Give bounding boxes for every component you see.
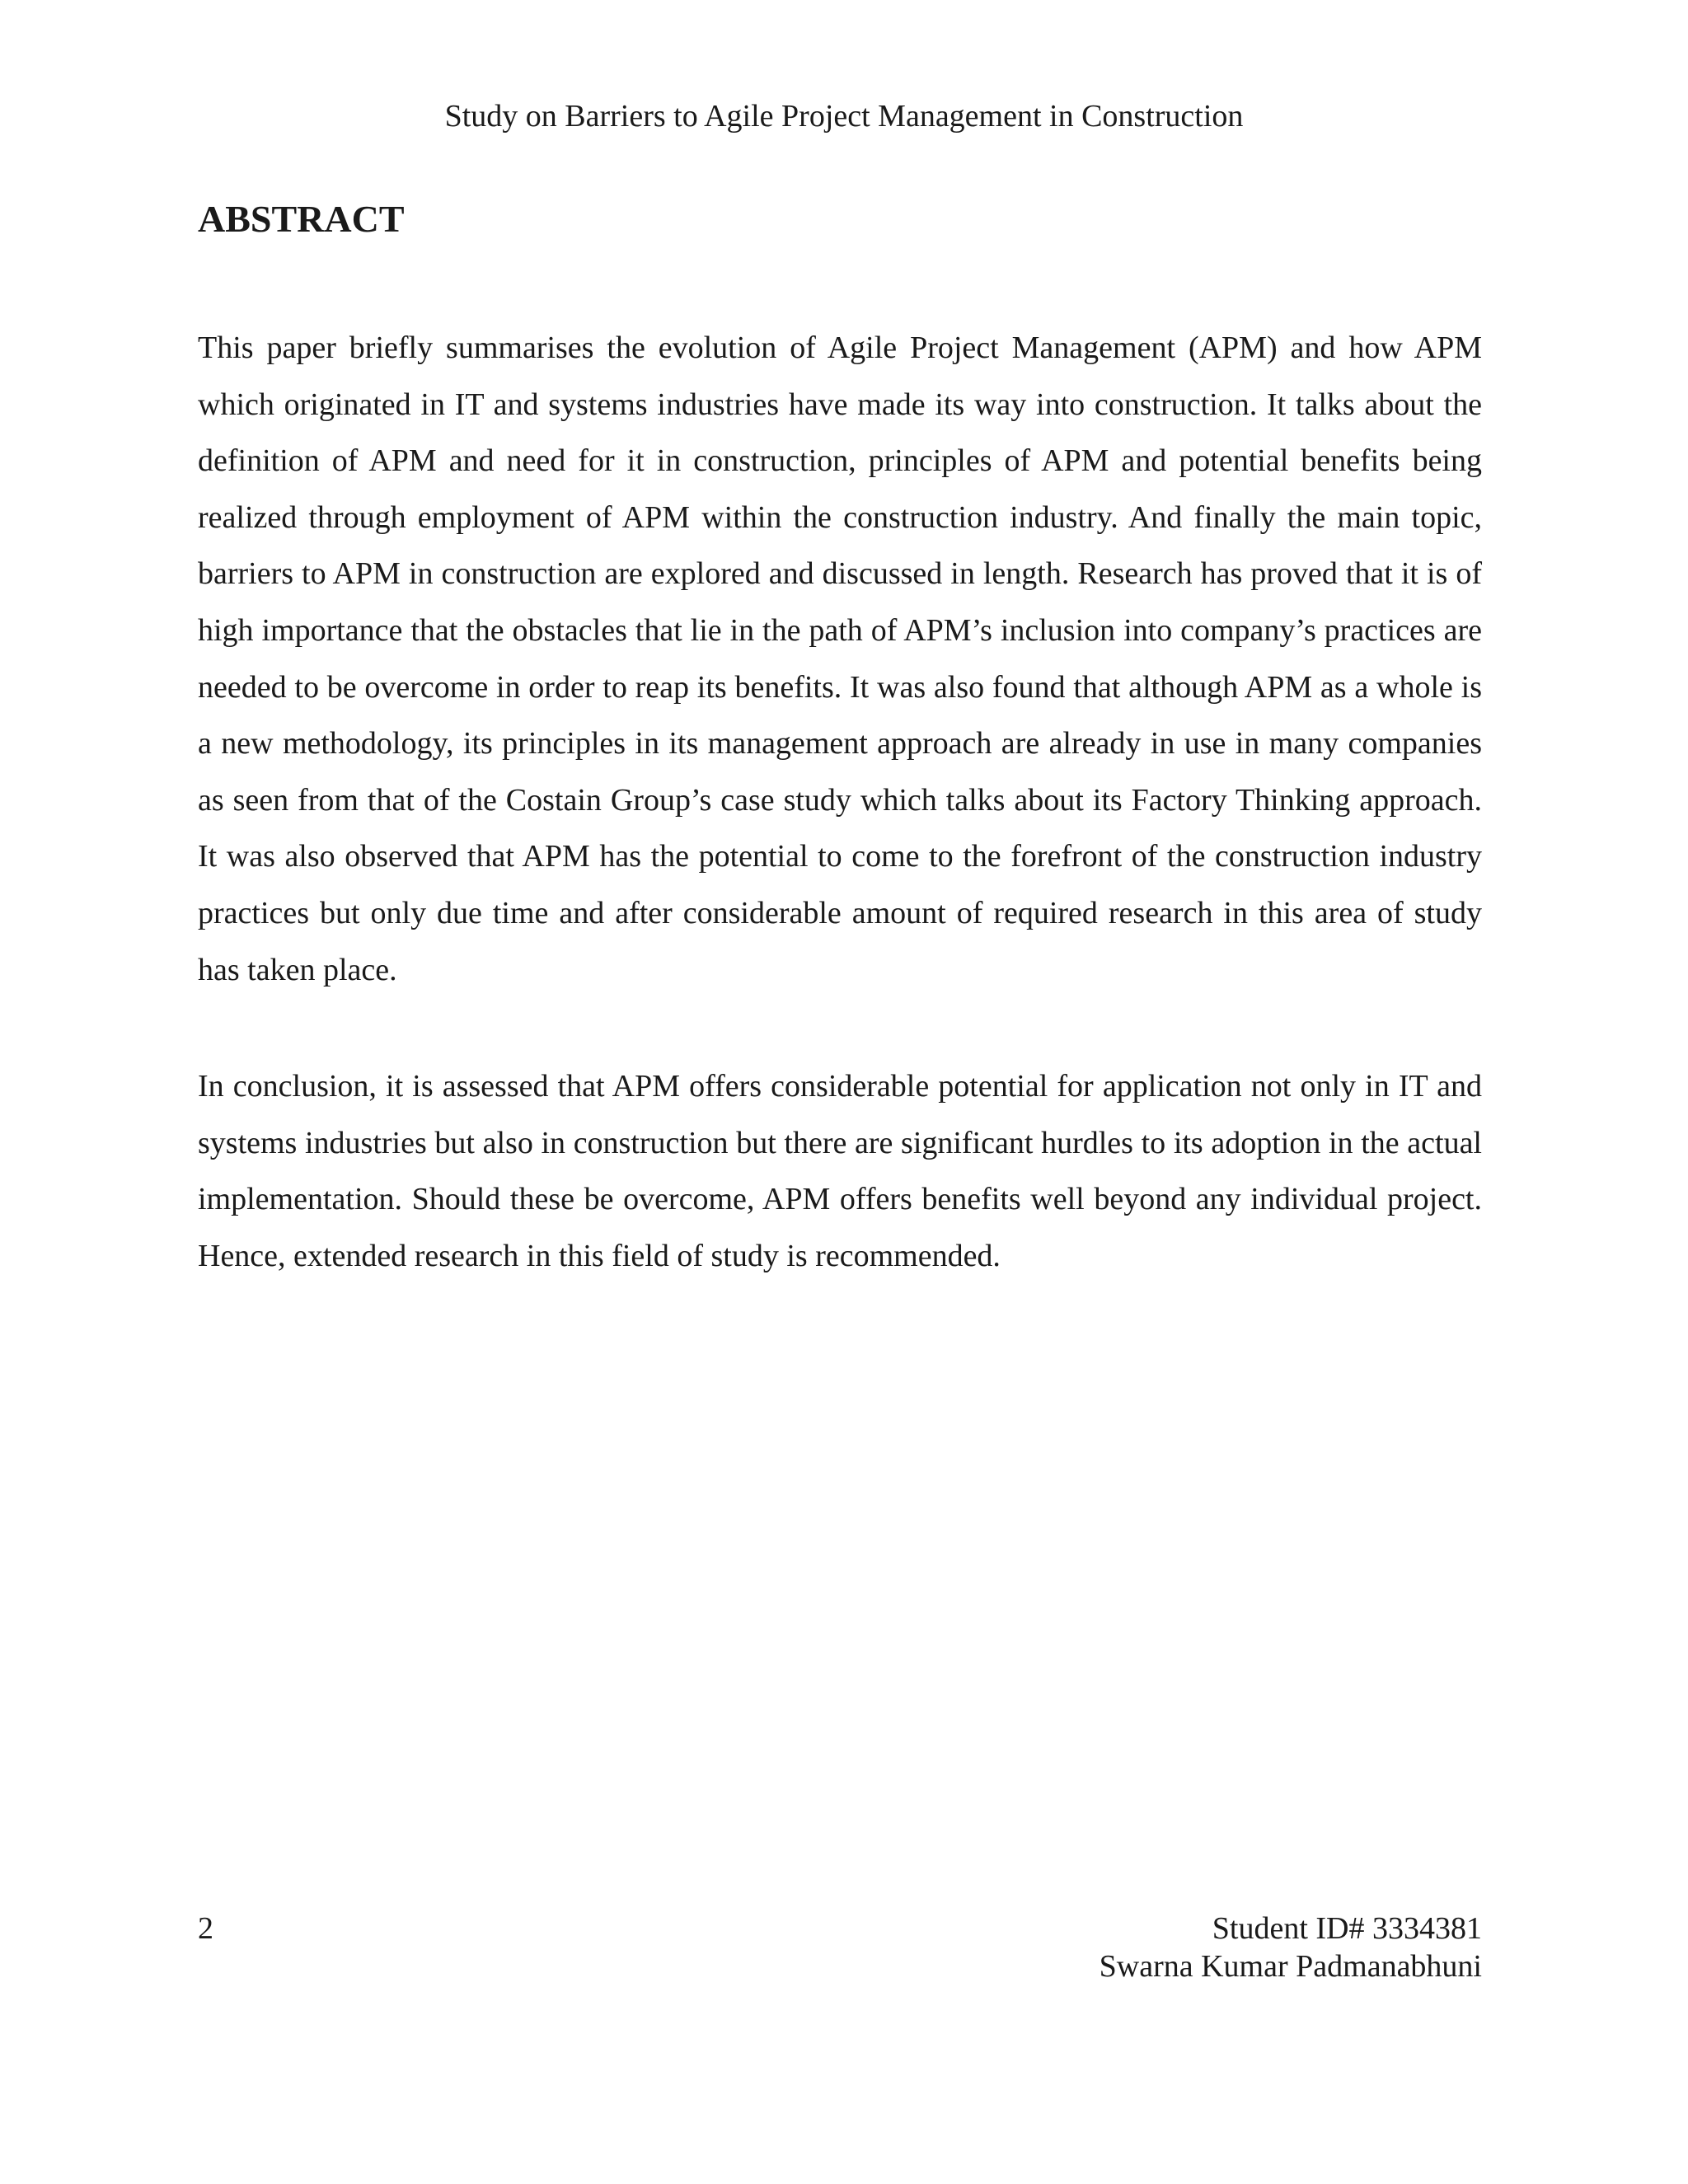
footer-author-block bbox=[1100, 1910, 1482, 1985]
conclusion-paragraph: In conclusion, it is assessed that APM offers considerable potential for application not only in IT and systems industries but also in construction but there are significant hurdles to its adoption in the actual implementation. Should these be overcome, APM offers benefits well beyond any individual project. Hence, extended research in this field of study is recommended. bbox=[198, 1069, 1482, 1273]
student-id: Student ID# 3334381 bbox=[1212, 1911, 1482, 1946]
abstract-paragraph: This paper briefly summarises the evolution of Agile Project Management (APM) and how APM which originated in IT and systems industries have made its way into construction. It talks about the definition of APM and need for it in construction, principles of APM and potential benefits being realized through employment of APM within the construction industry. And finally the main topic, barriers to APM in construction are explored and discussed in length. Research has proved that it is of high importance that the obstacles that lie in the path of APM’s inclusion into company’s practices are needed to be overcome in order to reap its benefits. It was also found that although APM as a whole is a new methodology, its principles in its management approach are already in use in many companies as seen from that of the Costain Group’s case study which talks about its Factory Thinking approach. It was also observed that APM has the potential to come to the forefront of the construction industry practices but only due time and after considerable amount of required research in this area of study has taken place. bbox=[198, 330, 1482, 987]
running-header: Study on Barriers to Agile Project Management in Construction bbox=[444, 99, 1244, 134]
author-name: Swarna Kumar Padmanabhuni bbox=[1099, 1949, 1482, 1984]
section-title: ABSTRACT bbox=[198, 198, 405, 240]
page-number: 2 bbox=[198, 1911, 213, 1946]
